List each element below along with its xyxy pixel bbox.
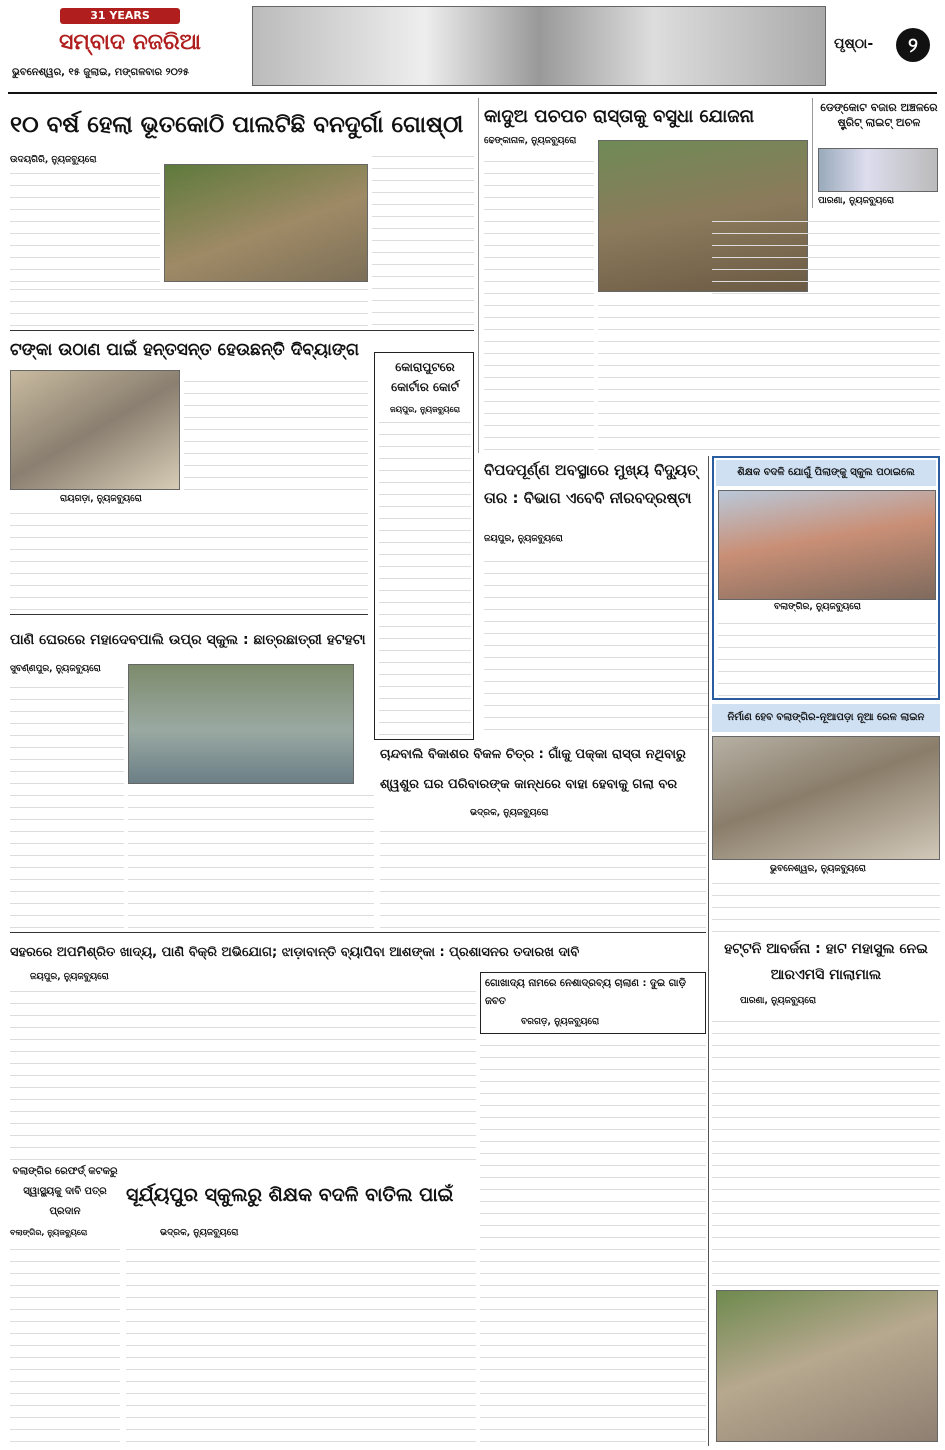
headline-cattle-feed: ଗୋଖାଦ୍ୟ ନାମରେ ନେଶାଦ୍ରବ୍ୟ ଚାଲାଣ : ଦୁଇ ଗାଡ଼ି ଜବତ bbox=[485, 978, 686, 1007]
body-ruined-hall-2 bbox=[372, 155, 474, 325]
headline-chandbali-road: ଚାନ୍ଦବାଲି ବିକାଶର ବିକଳ ଚିତ୍ର : ଗାଁକୁ ପକ୍କା ରାସ୍ତା ନଥିବାରୁ ଶ୍ୱଶୁର ଘର ପରିବାରଙ୍କ କାନ୍ଧରେ ବାହା ହେବାକୁ ଗଲା ବର bbox=[380, 747, 686, 792]
body-street-light bbox=[712, 212, 940, 450]
byline-flooded-school: ସୁବର୍ଣ୍ଣପୁର, ନ୍ୟୁଜବ୍ୟୁରୋ bbox=[10, 664, 101, 674]
flooded-school-photo bbox=[128, 664, 354, 784]
dateline: ଭୁବନେଶ୍ୱର, ୧୫ ଜୁଲାଇ, ମଙ୍ଗଳବାର ୨୦୨୫ bbox=[12, 67, 190, 78]
byline-teacher-transfer: ବଲାଙ୍ଗିର, ନ୍ୟୁଜବ୍ୟୁରୋ bbox=[774, 602, 861, 612]
masthead bbox=[0, 0, 945, 92]
body-teacher-transfer bbox=[718, 616, 936, 696]
headline-disabled-pension: ଟଙ୍କା ଉଠାଣ ପାଇଁ ହନ୍ତସନ୍ତ ହେଉଛନ୍ତି ଦିବ୍ୟାଙ୍ଗ bbox=[10, 340, 360, 360]
byline-ruined-hall: ଉଦୟଗିରି, ନ୍ୟୁଜବ୍ୟୁରୋ bbox=[10, 155, 97, 165]
teacher-transfer-box bbox=[712, 456, 940, 700]
headline-muddy-road: କାଦୁଅ ପଚପଚ ରାସ୍ତାକୁ ବସୁଧା ଯୋଜନା bbox=[484, 106, 755, 127]
masthead-banner-image bbox=[252, 6, 826, 86]
years-badge: 31 YEARS bbox=[60, 8, 180, 24]
koraput-court-box bbox=[374, 352, 474, 740]
body-adulterated-food bbox=[10, 986, 476, 1160]
ruined-building-photo bbox=[164, 164, 368, 282]
body-cattle-feed bbox=[480, 1038, 706, 1442]
body-balangir-referral bbox=[10, 1244, 120, 1442]
page-number: ୨ bbox=[896, 28, 930, 62]
byline-street-light: ପାରଣା, ନ୍ୟୁଜବ୍ୟୁରୋ bbox=[818, 196, 895, 206]
byline-cattle-feed: ବରଗଡ଼, ନ୍ୟୁଜବ୍ୟୁରୋ bbox=[521, 1017, 600, 1027]
byline-suryapur-school: ଭଦ୍ରକ, ନ୍ୟୁଜବ୍ୟୁରୋ bbox=[160, 1228, 239, 1238]
headline-suryapur-school: ସୂର୍ଯ୍ୟପୁର ସ୍କୁଲରୁ ଶିକ୍ଷକ ବଦଳି ବାତିଲ ପାଇଁ bbox=[126, 1184, 454, 1206]
body-garbage-market bbox=[712, 1010, 940, 1286]
byline-rail-line: ଭୁବନେଶ୍ୱର, ନ୍ୟୁଜବ୍ୟୁରୋ bbox=[770, 864, 866, 874]
body-muddy-road bbox=[484, 150, 594, 450]
byline-power-line: ଜୟପୁର, ନ୍ୟୁଜବ୍ୟୁରୋ bbox=[484, 534, 563, 544]
headline-flooded-school: ପାଣି ଘେରରେ ମହାଦେବପାଲି ଉପ୍ର ସ୍କୁଲ : ଛାତ୍ରଛାତ୍ରୀ ହଟହଟା bbox=[10, 632, 366, 648]
body-power-line bbox=[484, 550, 708, 730]
headline-street-light: ଡେଙ୍କୋଟ ବଜାର ଅଞ୍ଚଳରେ ଷ୍ଟ୍ରିଟ୍ ଲାଇଟ୍ ଅଚଳ bbox=[820, 101, 938, 129]
headline-garbage-market: ହଟ୍ଟନି ଆବର୍ଜନା : ହାଟ ମହାସୁଲ ନେଇ ଆରଏମସି ମାଲାମାଲ bbox=[724, 941, 928, 983]
byline-koraput-court: ଜୟପୁର, ନ୍ୟୁଜବ୍ୟୁରୋ bbox=[389, 405, 461, 414]
body-flooded-school bbox=[10, 678, 124, 928]
byline-adulterated-food: ଜୟପୁର, ନ୍ୟୁଜବ୍ୟୁରୋ bbox=[30, 972, 109, 982]
headline-adulterated-food: ସହରରେ ଅପମିଶ୍ରିତ ଖାଦ୍ୟ, ପାଣି ବିକ୍ରି ଅଭିଯୋଗ; ଝାଡ଼ାବାନ୍ତି ବ୍ୟାପିବା ଆଶଙ୍କା : ପ୍ରଶାସନର ତଦାରଖ ଦାବି bbox=[10, 945, 580, 960]
body-chandbali-road bbox=[380, 822, 706, 928]
headline-power-line: ବିପଦପୂର୍ଣ୍ଣ ଅବସ୍ଥାରେ ମୁଖ୍ୟ ବିଦ୍ୟୁତ୍ ତାର : ବିଭାଗ ଏବେବି ନୀରବଦ୍ରଷ୍ଟା bbox=[484, 461, 698, 507]
page-number-badge bbox=[830, 28, 940, 62]
byline-garbage-market: ପାରଣା, ନ୍ୟୁଜବ୍ୟୁରୋ bbox=[740, 996, 817, 1006]
body-koraput-court bbox=[379, 421, 471, 735]
byline-balangir-referral: ବଲାଙ୍ଗିର, ନ୍ୟୁଜବ୍ୟୁରୋ bbox=[10, 1228, 88, 1237]
petitioners-photo bbox=[10, 370, 180, 490]
headline-rail-line: ନିର୍ମାଣ ହେବ ବଲାଙ୍ଗିର-ନୂଆପଡ଼ା ନୂଆ ରେଳ ଲାଇନ bbox=[712, 704, 940, 732]
headline-koraput-court: କୋରାପୁଟରେ କୋର୍ଟାର କୋର୍ଟ bbox=[391, 360, 459, 394]
body-rail-line bbox=[712, 878, 940, 932]
cattle-feed-box bbox=[480, 972, 706, 1034]
rail-construction-photo bbox=[712, 736, 940, 860]
body-ruined-hall bbox=[10, 170, 160, 282]
garbage-market-photo bbox=[716, 1290, 938, 1442]
body-suryapur-school bbox=[126, 1244, 476, 1442]
street-pole-photo bbox=[818, 148, 938, 192]
byline-muddy-road: ଢେଙ୍କାନାଳ, ନ୍ୟୁଜବ୍ୟୁରୋ bbox=[484, 136, 577, 146]
headline-ruined-hall: ୧୦ ବର୍ଷ ହେଲା ଭୂତକୋଠି ପାଲଟିଛି ବନଦୁର୍ଗା ଗୋଷ୍ଠୀ bbox=[10, 112, 464, 138]
headline-teacher-transfer: ଶିକ୍ଷକ ବଦଳି ଯୋଗୁଁ ପିଲାଙ୍କୁ ସ୍କୁଲ ପଠାଇଲେ bbox=[716, 460, 936, 486]
body-disabled-pension bbox=[184, 370, 368, 490]
body-disabled-pension-2 bbox=[10, 510, 368, 610]
school-parents-photo bbox=[718, 490, 936, 600]
byline-chandbali-road: ଭଦ୍ରକ, ନ୍ୟୁଜବ୍ୟୁରୋ bbox=[470, 808, 549, 818]
body-flooded-school-2 bbox=[128, 788, 374, 928]
page-label: ପୃଷ୍ଠା- bbox=[834, 36, 874, 52]
headline-balangir-referral: ବଲାଙ୍ଗିର ରେଫର୍ଡ୍ କଟକରୁ ସ୍ୱାସ୍ଥ୍ୟକୁ ଦାବି ପତ୍ର ପ୍ରଦାନ bbox=[12, 1166, 118, 1217]
paper-name: ସମ୍ବାଦ ନଜରିଆ bbox=[59, 29, 201, 55]
byline-disabled-pension: ରାୟଗଡ଼ା, ନ୍ୟୁଜବ୍ୟୁରୋ bbox=[60, 494, 142, 504]
body-ruined-hall-3 bbox=[10, 286, 368, 326]
